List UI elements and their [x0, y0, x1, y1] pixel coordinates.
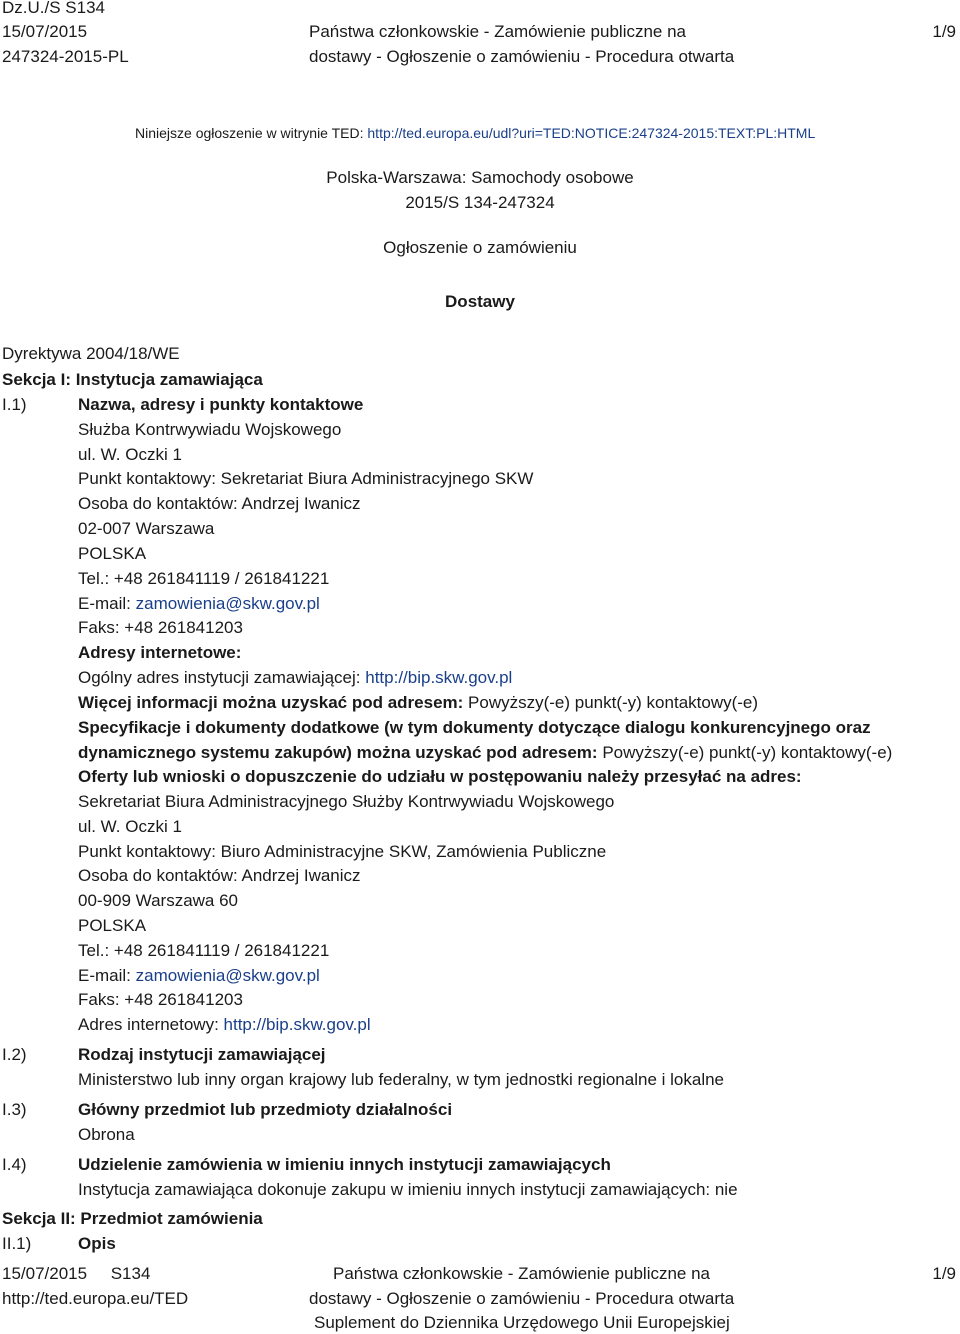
offers-internet-row	[78, 1015, 371, 1035]
footer-supplement: Suplement do Dziennika Urzędowego Unii Europejskiej	[314, 1313, 730, 1332]
offers-street: ul. W. Oczki 1	[78, 817, 182, 836]
section-i1-number: I.1)	[2, 395, 27, 414]
footer-date-issue: 15/07/2015 S134	[2, 1264, 151, 1283]
header-title-line2: dostawy - Ogłoszenie o zamówieniu - Procedura otwarta	[309, 47, 735, 66]
spec-docs-value: Powyższy(-e) punkt(-y) kontaktowy(-e)	[602, 743, 893, 762]
offers-email-label: E-mail:	[78, 966, 136, 985]
footer-ted-url: http://ted.europa.eu/TED	[2, 1289, 189, 1308]
title-location: Polska-Warszawa: Samochody osobowe	[326, 168, 634, 187]
section-i3-title: Główny przedmiot lub przedmioty działalności	[78, 1100, 453, 1119]
footer-page-number: 1/9	[932, 1264, 956, 1283]
section-i2-number: I.2)	[2, 1045, 27, 1064]
offers-org: Sekretariat Biura Administracyjnego Służby Kontrwywiadu Wojskowego	[78, 792, 615, 811]
org-email-row	[78, 594, 320, 614]
footer-title-line2: dostawy - Ogłoszenie o zamówieniu - Procedura otwarta	[309, 1289, 735, 1308]
offers-postal: 00-909 Warszawa 60	[78, 891, 239, 910]
section-1-heading: Sekcja I: Instytucja zamawiająca	[2, 370, 263, 389]
section-i4-title: Udzielenie zamówienia w imieniu innych instytucji zamawiających	[78, 1155, 611, 1174]
section-i2-title: Rodzaj instytucji zamawiającej	[78, 1045, 326, 1064]
offers-country: POLSKA	[78, 916, 147, 935]
offers-internet-label: Adres internetowy:	[78, 1015, 224, 1034]
header-journal-ref: Dz.U./S S134	[2, 0, 105, 17]
org-contact-point: Punkt kontaktowy: Sekretariat Biura Administracyjnego SKW	[78, 469, 534, 488]
title-contract-type: Dostawy	[445, 292, 515, 311]
org-name: Służba Kontrwywiadu Wojskowego	[78, 420, 342, 439]
internet-addresses-heading: Adresy internetowe:	[78, 643, 242, 662]
section-i4-value: Instytucja zamawiająca dokonuje zakupu w imieniu innych instytucji zamawiających: nie	[78, 1180, 738, 1199]
offers-email-row	[78, 966, 320, 986]
section-ii1-title: Opis	[78, 1234, 116, 1253]
spec-docs-line2	[78, 743, 892, 763]
notice-line	[135, 123, 815, 143]
general-address-label: Ogólny adres instytucji zamawiającej:	[78, 668, 366, 687]
offers-heading: Oferty lub wnioski o dopuszczenie do udziału w postępowaniu należy przesyłać na adres:	[78, 767, 802, 786]
more-info-label: Więcej informacji można uzyskać pod adresem:	[78, 693, 469, 712]
title-reference: 2015/S 134-247324	[405, 193, 555, 212]
section-i4-number: I.4)	[2, 1155, 27, 1174]
spec-docs-label: dynamicznego systemu zakupów) można uzyskać pod adresem:	[78, 743, 603, 762]
offers-email-link[interactable]: zamowienia@skw.gov.pl	[135, 966, 320, 985]
header-date: 15/07/2015	[2, 22, 88, 41]
org-country: POLSKA	[78, 544, 147, 563]
directive: Dyrektywa 2004/18/WE	[2, 344, 180, 363]
org-fax: Faks: +48 261841203	[78, 618, 243, 637]
header-page-number: 1/9	[932, 22, 956, 41]
org-email-label: E-mail:	[78, 594, 136, 613]
section-2-heading: Sekcja II: Przedmiot zamówienia	[2, 1209, 263, 1228]
header-title-line1: Państwa członkowskie - Zamówienie publiczne na	[309, 22, 687, 41]
title-notice-type: Ogłoszenie o zamówieniu	[383, 238, 577, 257]
offers-tel: Tel.: +48 261841119 / 261841221	[78, 941, 330, 960]
offers-fax: Faks: +48 261841203	[78, 990, 243, 1009]
general-address-row	[78, 668, 512, 688]
header-notice-id: 247324-2015-PL	[2, 47, 129, 66]
offers-internet-link[interactable]: http://bip.skw.gov.pl	[223, 1015, 371, 1034]
more-info-value: Powyższy(-e) punkt(-y) kontaktowy(-e)	[468, 693, 759, 712]
footer-title-line1: Państwa członkowskie - Zamówienie publiczne na	[333, 1264, 711, 1283]
general-address-link[interactable]: http://bip.skw.gov.pl	[365, 668, 513, 687]
offers-contact-point: Punkt kontaktowy: Biuro Administracyjne SKW, Zamówienia Publiczne	[78, 842, 607, 861]
section-i3-number: I.3)	[2, 1100, 27, 1119]
section-ii1-number: II.1)	[2, 1234, 32, 1253]
org-postal: 02-007 Warszawa	[78, 519, 215, 538]
section-i3-value: Obrona	[78, 1125, 135, 1144]
org-tel: Tel.: +48 261841119 / 261841221	[78, 569, 330, 588]
notice-prefix: Niniejsze ogłoszenie w witrynie TED:	[135, 125, 368, 141]
notice-url-link[interactable]: http://ted.europa.eu/udl?uri=TED:NOTICE:247324-2015:TEXT:PL:HTML	[367, 125, 816, 141]
more-info-row	[78, 693, 758, 713]
org-street: ul. W. Oczki 1	[78, 445, 182, 464]
spec-docs-line1: Specyfikacje i dokumenty dodatkowe (w tym dokumenty dotyczące dialogu konkurencyjnego oraz	[78, 718, 871, 737]
org-email-link[interactable]: zamowienia@skw.gov.pl	[135, 594, 320, 613]
section-i1-title: Nazwa, adresy i punkty kontaktowe	[78, 395, 364, 414]
section-i2-value: Ministerstwo lub inny organ krajowy lub federalny, w tym jednostki regionalne i lokalne	[78, 1070, 724, 1089]
offers-contact-person: Osoba do kontaktów: Andrzej Iwanicz	[78, 866, 361, 885]
org-contact-person: Osoba do kontaktów: Andrzej Iwanicz	[78, 494, 361, 513]
